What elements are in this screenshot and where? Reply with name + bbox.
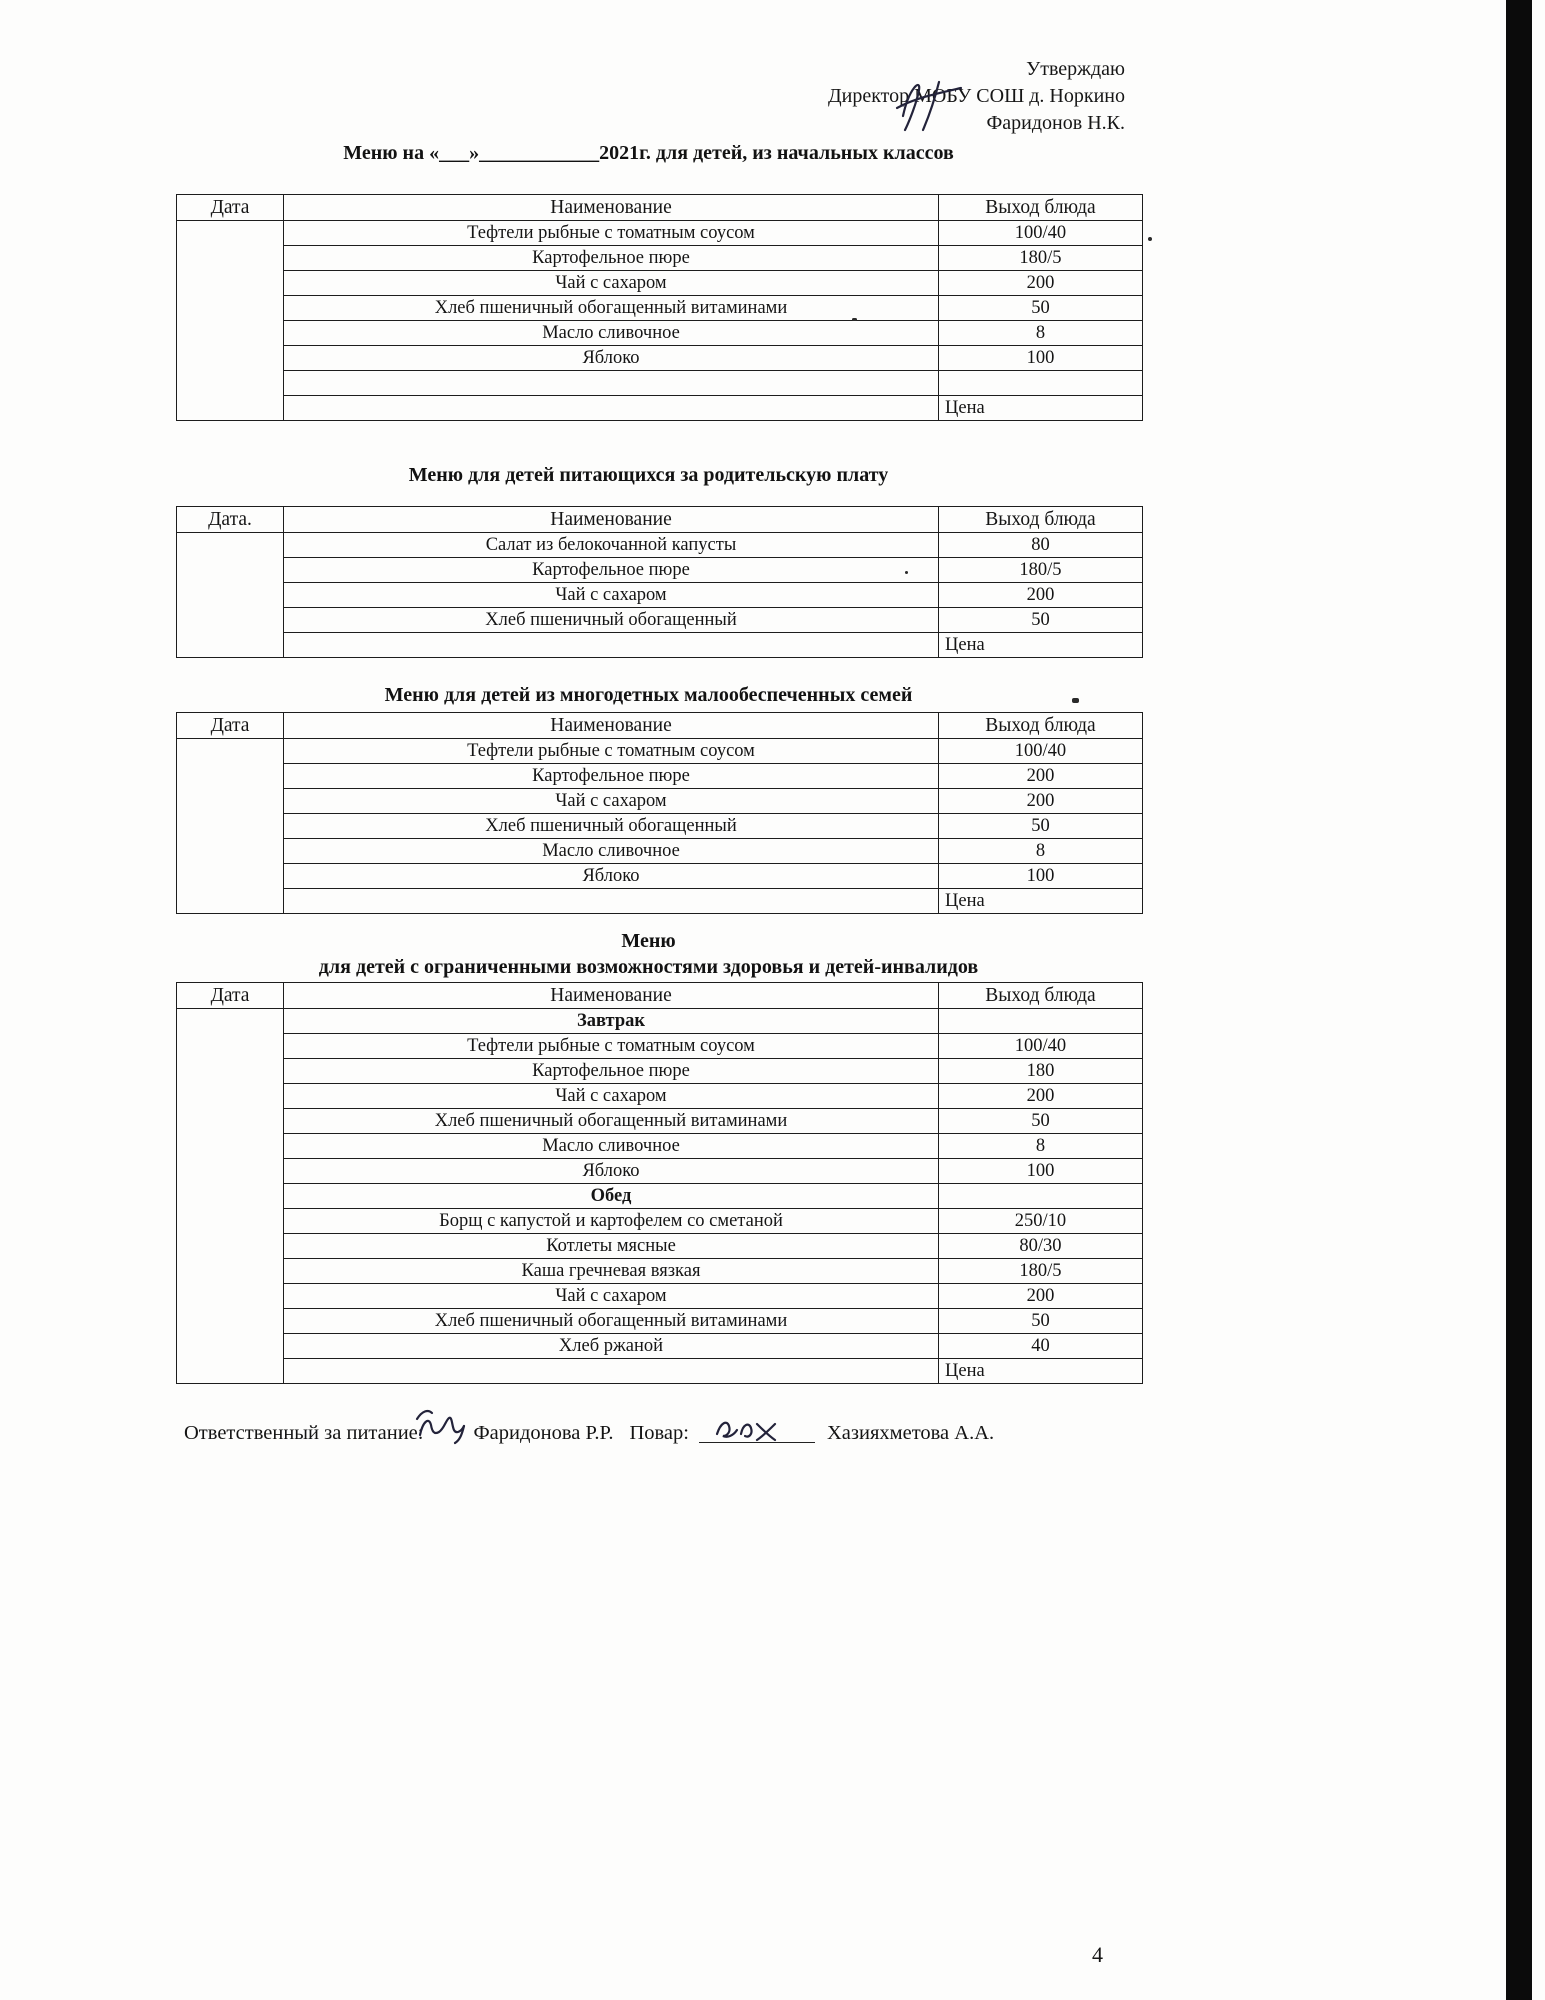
portion-cell: 250/10 [939,1209,1143,1234]
date-cell [177,739,284,914]
date-cell [177,533,284,658]
portion-cell: 80 [939,533,1143,558]
dish-name-cell: Картофельное пюре [284,246,939,271]
menu-title-line: для детей с ограниченными возможностями здоровья и детей-инвалидов [318,956,979,978]
dish-name-cell: Тефтели рыбные с томатным соусом [284,1034,939,1059]
cook-label: Повар: [629,1422,689,1444]
table-row [177,1109,1143,1134]
dish-name-cell: Чай с сахаром [284,583,939,608]
dish-name-cell: Хлеб пшеничный обогащенный [284,814,939,839]
portion-cell: 100/40 [939,221,1143,246]
page-number: 4 [1092,1942,1103,1967]
dish-name-cell [284,889,939,914]
menu-section-parent-paid [176,462,1121,658]
table-row [177,396,1143,421]
approval-line-1: Утверждаю [1026,58,1125,80]
table-row [177,789,1143,814]
portion-cell [939,1009,1143,1034]
table-row [177,864,1143,889]
table-row [177,246,1143,271]
dish-name-cell: Масло сливочное [284,1134,939,1159]
dish-name-cell: Картофельное пюре [284,558,939,583]
dish-name-cell: Хлеб пшеничный обогащенный витаминами [284,1309,939,1334]
responsible-signature [415,1405,475,1445]
dish-name-cell [284,396,939,421]
portion-cell [939,1184,1143,1209]
portion-cell: 8 [939,321,1143,346]
dish-name-cell: Тефтели рыбные с томатным соусом [284,221,939,246]
table-row [177,296,1143,321]
column-header: Наименование [284,507,939,533]
table-row [177,1334,1143,1359]
table-row [177,889,1143,914]
date-cell [177,221,284,421]
table-row [177,346,1143,371]
portion-cell: 180/5 [939,1259,1143,1284]
price-label-cell: Цена [939,633,1143,658]
portion-cell: 50 [939,1309,1143,1334]
column-header: Выход блюда [939,195,1143,221]
table-header-row [177,195,1143,221]
table-row [177,533,1143,558]
dish-name-cell: Картофельное пюре [284,764,939,789]
portion-cell: 50 [939,296,1143,321]
dish-name-cell [284,633,939,658]
table-row [177,739,1143,764]
table-row [177,814,1143,839]
dish-name-cell: Борщ с капустой и картофелем со сметаной [284,1209,939,1234]
table-row [177,1009,1143,1034]
dish-name-cell: Чай с сахаром [284,1284,939,1309]
dish-name-cell [284,371,939,396]
scan-speck [905,571,908,574]
price-label-cell: Цена [939,396,1143,421]
column-header: Наименование [284,983,939,1009]
menu-title-line: Меню на «___»____________2021г. для детей, из начальных классов [343,142,954,164]
menu-title-line: Меню [621,930,676,952]
table-row [177,271,1143,296]
scan-speck [852,318,857,321]
table-row [177,839,1143,864]
dish-name-cell: Хлеб пшеничный обогащенный витаминами [284,296,939,321]
portion-cell: 8 [939,839,1143,864]
menu-title-line: Меню для детей из многодетных малообеспеченных семей [384,684,913,706]
portion-cell: 100 [939,1159,1143,1184]
portion-cell: 50 [939,608,1143,633]
table-header-row [177,507,1143,533]
column-header: Дата [177,713,284,739]
portion-cell [939,371,1143,396]
dish-name-cell [284,1359,939,1384]
column-header: Наименование [284,713,939,739]
menu-title [176,928,1121,980]
dish-name-cell: Чай с сахаром [284,789,939,814]
dish-name-cell: Чай с сахаром [284,271,939,296]
menu-title [176,462,1121,488]
meal-section-label: Завтрак [284,1009,939,1034]
portion-cell: 200 [939,583,1143,608]
table-row [177,371,1143,396]
column-header: Выход блюда [939,507,1143,533]
table-row [177,1359,1143,1384]
table-row [177,1209,1143,1234]
portion-cell: 80/30 [939,1234,1143,1259]
dish-name-cell: Яблоко [284,864,939,889]
cook-signature-line [699,1416,815,1443]
dish-name-cell: Тефтели рыбные с томатным соусом [284,739,939,764]
portion-cell: 180 [939,1059,1143,1084]
approval-line-3: Фаридонов Н.К. [986,112,1125,134]
dish-name-cell: Каша гречневая вязкая [284,1259,939,1284]
menu-section-low-income [176,682,1121,914]
responsible-signature-area [415,1419,473,1445]
dish-name-cell: Картофельное пюре [284,1059,939,1084]
portion-cell: 50 [939,814,1143,839]
approval-line-2: Директор МОБУ СОШ д. Норкино [827,85,1125,107]
portion-cell: 100 [939,346,1143,371]
table-row [177,221,1143,246]
dish-name-cell: Хлеб ржаной [284,1334,939,1359]
table-row [177,558,1143,583]
column-header: Выход блюда [939,983,1143,1009]
table-row [177,1309,1143,1334]
table-row [177,1234,1143,1259]
table-row [177,321,1143,346]
dish-name-cell: Чай с сахаром [284,1084,939,1109]
table-row [177,633,1143,658]
table-row [177,608,1143,633]
dish-name-cell: Котлеты мясные [284,1234,939,1259]
portion-cell: 40 [939,1334,1143,1359]
table-row [177,1134,1143,1159]
portion-cell: 180/5 [939,558,1143,583]
menu-table [176,194,1143,421]
menu-table [176,982,1143,1384]
menu-table [176,712,1143,914]
portion-cell: 200 [939,764,1143,789]
footer-signature-line [184,1416,994,1445]
table-row [177,1259,1143,1284]
column-header: Выход блюда [939,713,1143,739]
approval-block [828,56,1125,137]
dish-name-cell: Масло сливочное [284,839,939,864]
table-row [177,1284,1143,1309]
responsible-name: Фаридонова Р.Р. [473,1422,614,1444]
price-label-cell: Цена [939,889,1143,914]
portion-cell: 100 [939,864,1143,889]
cook-name: Хазияхметова А.А. [826,1422,995,1444]
scan-speck [1148,237,1152,241]
portion-cell: 8 [939,1134,1143,1159]
meal-section-label: Обед [284,1184,939,1209]
table-header-row [177,713,1143,739]
menu-section-primary-classes [176,140,1121,421]
table-row [177,1059,1143,1084]
column-header: Наименование [284,195,939,221]
table-row [177,1159,1143,1184]
portion-cell: 180/5 [939,246,1143,271]
portion-cell: 100/40 [939,739,1143,764]
cook-signature [713,1410,797,1442]
menu-title [176,682,1121,708]
menu-title-line: Меню для детей питающихся за родительскую плату [408,464,889,486]
dish-name-cell: Хлеб пшеничный обогащенный витаминами [284,1109,939,1134]
table-row [177,1184,1143,1209]
column-header: Дата [177,195,284,221]
portion-cell: 200 [939,789,1143,814]
dish-name-cell: Яблоко [284,1159,939,1184]
portion-cell: 100/40 [939,1034,1143,1059]
date-cell [177,1009,284,1384]
menu-table [176,506,1143,658]
dish-name-cell: Хлеб пшеничный обогащенный [284,608,939,633]
table-row [177,764,1143,789]
scan-speck [1072,698,1079,703]
table-row [177,1034,1143,1059]
dish-name-cell: Салат из белокочанной капусты [284,533,939,558]
dish-name-cell: Яблоко [284,346,939,371]
responsible-label: Ответственный за питание: [184,1422,424,1444]
table-row [177,1084,1143,1109]
portion-cell: 50 [939,1109,1143,1134]
column-header: Дата [177,983,284,1009]
menu-section-disabled-children [176,928,1121,1384]
portion-cell: 200 [939,1284,1143,1309]
table-header-row [177,983,1143,1009]
menu-title [176,140,1121,166]
price-label-cell: Цена [939,1359,1143,1384]
portion-cell: 200 [939,1084,1143,1109]
portion-cell: 200 [939,271,1143,296]
column-header: Дата. [177,507,284,533]
dish-name-cell: Масло сливочное [284,321,939,346]
scanner-edge-artifact [1506,0,1532,2000]
table-row [177,583,1143,608]
